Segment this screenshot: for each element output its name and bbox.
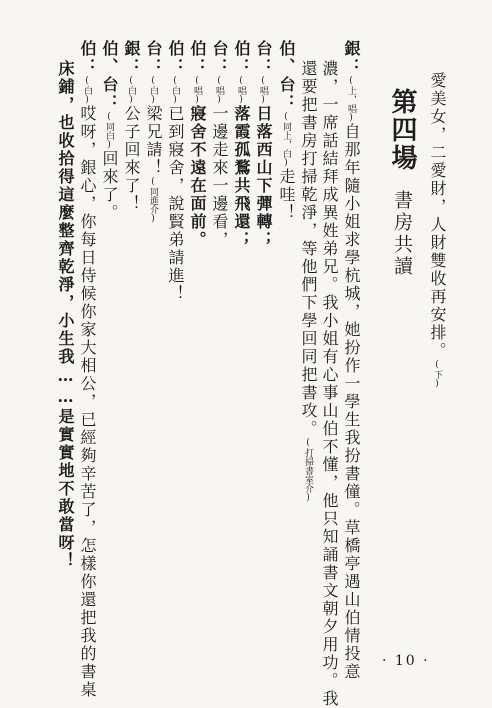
page-number: · 10 · xyxy=(382,653,430,669)
speech-text: 日落西山下彈轉； xyxy=(254,105,273,249)
speech-text: 寢舍不遠在面前。 xyxy=(188,105,207,249)
speech-1-cont2 xyxy=(300,60,316,503)
speech-9 xyxy=(123,40,139,213)
speech-text: 回來了。 xyxy=(100,150,119,222)
stage-direction: (上，唱) xyxy=(346,76,356,123)
speech-text: 公子回來了！ xyxy=(122,105,141,213)
speaker-label: 伯： xyxy=(78,40,97,76)
speaker-label: 台： xyxy=(254,40,273,76)
scene-title: 書房共讀 xyxy=(391,190,413,278)
scene-number: 第四場 xyxy=(387,88,417,172)
header-line xyxy=(429,72,445,389)
speech-text: 已到寢舍，說賢弟請進！ xyxy=(166,105,185,303)
speech-1 xyxy=(343,40,359,681)
speech-text: 哎呀，銀心，你每日侍候你家大相公，已經夠辛苦了，怎樣你還把我的書桌 xyxy=(78,105,97,699)
speech-text: 梁兄請！ xyxy=(144,105,163,177)
speech-8 xyxy=(145,40,161,224)
stage-direction: (同進介) xyxy=(148,177,158,224)
stage-direction: (同上，白) xyxy=(281,112,291,168)
speech-7 xyxy=(167,40,183,303)
speech-11 xyxy=(79,40,95,699)
stage-direction: (唱) xyxy=(258,76,268,105)
speaker-label: 伯： xyxy=(166,40,185,76)
speech-11-cont xyxy=(57,60,73,570)
speech-1-cont xyxy=(321,60,337,708)
speaker-label: 伯、台： xyxy=(100,40,119,112)
stage-direction: (白) xyxy=(126,76,136,105)
speech-3 xyxy=(255,40,271,249)
speaker-label: 台： xyxy=(210,40,229,76)
stage-direction: (打掃書室介) xyxy=(303,438,313,503)
stage-direction: (同白) xyxy=(104,112,114,150)
stage-direction: (唱) xyxy=(214,76,224,105)
speech-5 xyxy=(211,40,227,249)
speech-text: 走哇！ xyxy=(277,168,296,222)
speaker-label: 伯： xyxy=(232,40,251,76)
speech-text: 還要把書房打掃乾淨，等他們下學回同把書攻。 xyxy=(299,60,318,438)
speech-10 xyxy=(101,40,117,222)
stage-direction: (唱) xyxy=(192,76,202,105)
exit-note: (下) xyxy=(432,360,442,389)
stage-direction: (唱) xyxy=(236,76,246,105)
speaker-label: 銀： xyxy=(122,40,141,76)
speaker-label: 銀： xyxy=(342,40,361,76)
speech-text: 自那年隨小姐求學杭城，她扮作一學生我扮書僮。草橋亭遇山伯情投意 xyxy=(342,123,361,681)
stage-direction: (白) xyxy=(148,76,158,105)
stage-direction: (白) xyxy=(82,76,92,105)
speech-text: 落霞孤鶩共飛還； xyxy=(232,105,251,249)
speech-text: 床鋪，也收拾得這麼整齊乾淨，小生我……是實實地不敢當呀！ xyxy=(56,60,75,570)
header-line-text: 愛美女，二愛財，人財雙收再安排。 xyxy=(428,72,447,360)
speech-2 xyxy=(278,40,294,222)
speech-text: 一邊走來一邊看， xyxy=(210,105,229,249)
speech-text: 濃，一席話結拜成異姓弟兄。我小姐有心事山伯不懂，他只知誦書文朝夕用功。我 xyxy=(320,60,339,708)
speaker-label: 伯： xyxy=(188,40,207,76)
scene-heading xyxy=(384,88,421,278)
stage-direction: (白) xyxy=(170,76,180,105)
speaker-label: 台： xyxy=(144,40,163,76)
speaker-label: 伯、台： xyxy=(277,40,296,112)
speech-6 xyxy=(189,40,205,249)
speech-4 xyxy=(233,40,249,249)
